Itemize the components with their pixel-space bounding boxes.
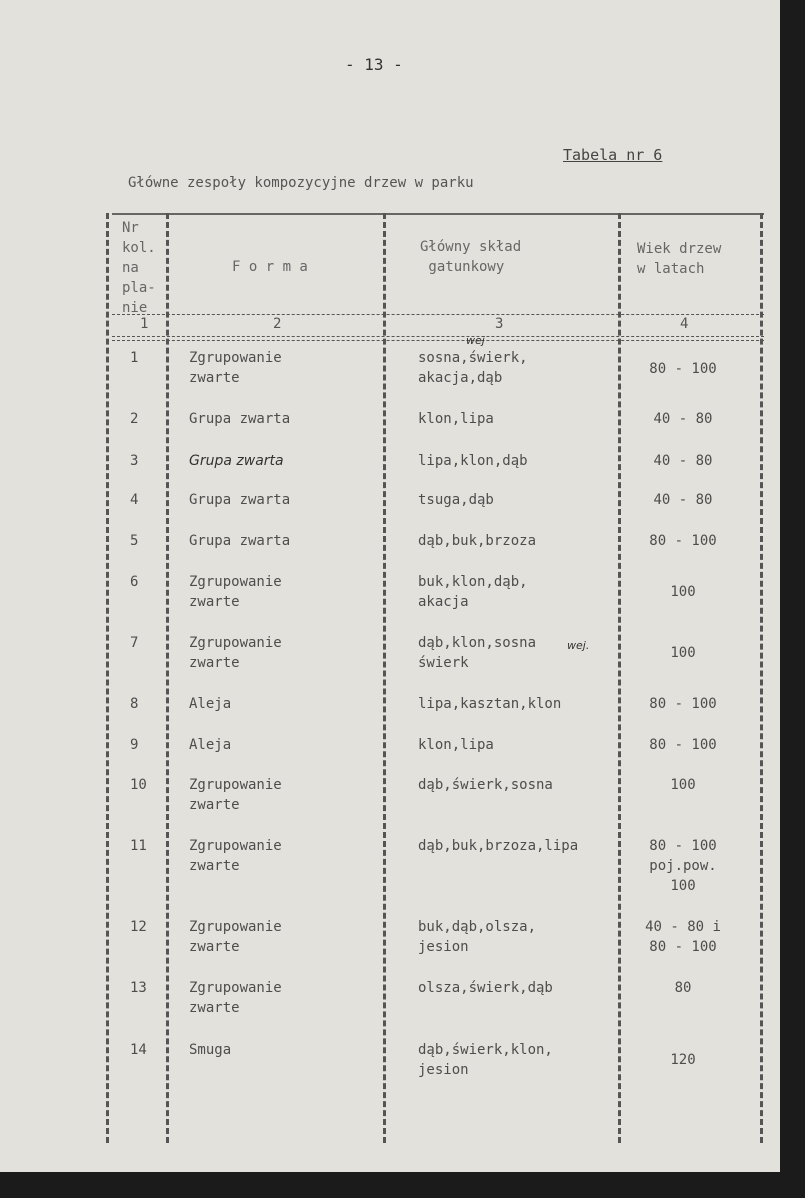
row-11-nr: 11: [130, 838, 147, 854]
row-8-nr: 8: [130, 696, 139, 712]
row-13-nr: 13: [130, 980, 147, 996]
row-2-wiek: 40 - 80: [653, 411, 713, 427]
row-9-nr: 9: [130, 737, 139, 753]
row-2-nr: 2: [130, 411, 139, 427]
row-10-nr: 10: [130, 777, 147, 793]
row-5-forma: Grupa zwarta: [189, 533, 291, 549]
row-6-nr: 6: [130, 574, 139, 590]
row-8-forma: Aleja: [189, 696, 232, 712]
row-5-nr: 5: [130, 533, 139, 549]
row-7-wiek: 100: [670, 645, 696, 661]
table-right-border: [760, 213, 763, 1143]
column-number-1: 1: [140, 316, 149, 332]
row-1-forma: Zgrupowanie zwarte: [189, 350, 282, 386]
row-7-forma: Zgrupowanie zwarte: [189, 635, 282, 671]
row-12-nr: 12: [130, 919, 147, 935]
column-divider-1: [166, 213, 169, 1143]
row-9-sklad: klon,lipa: [418, 737, 494, 753]
row-10-forma: Zgrupowanie zwarte: [189, 777, 282, 813]
row-2-forma: Grupa zwarta: [189, 411, 291, 427]
colnum-rule-2: [112, 340, 764, 341]
table-top-rule: [112, 213, 764, 215]
row-13-wiek: 80: [674, 980, 692, 996]
table-caption: Główne zespoły kompozycyjne drzew w parku: [128, 175, 474, 191]
header-nr: Nr kol. na pla- nie: [122, 220, 156, 316]
row-7-nr: 7: [130, 635, 139, 651]
row-1-nr: 1: [130, 350, 139, 366]
row-10-wiek: 100: [670, 777, 696, 793]
row-5-sklad: dąb,buk,brzoza: [418, 533, 537, 549]
column-divider-2: [383, 213, 386, 1143]
row-3-wiek: 40 - 80: [653, 453, 713, 469]
row-14-nr: 14: [130, 1042, 147, 1058]
row-11-forma: Zgrupowanie zwarte: [189, 838, 282, 874]
header-rule: [112, 314, 764, 315]
column-number-3: 3: [495, 316, 504, 332]
table-label: Tabela nr 6: [563, 146, 663, 164]
row-4-wiek: 40 - 80: [653, 492, 713, 508]
header-sklad: Główny skład gatunkowy: [420, 239, 522, 275]
row-9-forma: Aleja: [189, 737, 232, 753]
column-divider-3: [618, 213, 621, 1143]
row-13-forma: Zgrupowanie zwarte: [189, 980, 282, 1016]
row-1-wiek: 80 - 100: [649, 361, 717, 377]
row-5-wiek: 80 - 100: [649, 533, 717, 549]
row-7-sklad: dąb,klon,sosna świerk: [418, 635, 537, 671]
header-forma: F o r m a: [232, 259, 308, 275]
row-3-forma-handwritten: Grupa zwarta: [189, 453, 284, 469]
row-11-wiek: 80 - 100 poj.pow. 100: [649, 838, 717, 894]
column-number-2: 2: [273, 316, 282, 332]
header-wiek: Wiek drzew w latach: [637, 241, 722, 277]
row-14-wiek: 120: [670, 1052, 696, 1068]
row-2-sklad: klon,lipa: [418, 411, 494, 427]
row-12-sklad: buk,dąb,olsza, jesion: [418, 919, 537, 955]
row-14-forma: Smuga: [189, 1042, 232, 1058]
column-number-4: 4: [680, 316, 689, 332]
row-3-nr: 3: [130, 453, 139, 469]
row-9-wiek: 80 - 100: [649, 737, 717, 753]
row-10-sklad: dąb,świerk,sosna: [418, 777, 553, 793]
row-3-sklad: lipa,klon,dąb: [418, 453, 528, 469]
row-4-sklad: tsuga,dąb: [418, 492, 494, 508]
row-14-sklad: dąb,świerk,klon, jesion: [418, 1042, 553, 1078]
row-8-wiek: 80 - 100: [649, 696, 717, 712]
row-4-nr: 4: [130, 492, 139, 508]
row-12-wiek: 40 - 80 i 80 - 100: [645, 919, 721, 955]
page-number: - 13 -: [345, 55, 403, 74]
row-1-sklad: sosna,świerk, akacja,dąb: [418, 350, 528, 386]
handwritten-note-1: wej: [466, 334, 485, 347]
row-8-sklad: lipa,kasztan,klon: [418, 696, 562, 712]
row-6-wiek: 100: [670, 584, 696, 600]
colnum-rule-1: [112, 336, 764, 337]
row-6-forma: Zgrupowanie zwarte: [189, 574, 282, 610]
handwritten-note-2: wej.: [567, 639, 590, 652]
row-11-sklad: dąb,buk,brzoza,lipa: [418, 838, 579, 854]
row-13-sklad: olsza,świerk,dąb: [418, 980, 553, 996]
row-12-forma: Zgrupowanie zwarte: [189, 919, 282, 955]
row-6-sklad: buk,klon,dąb, akacja: [418, 574, 528, 610]
row-4-forma: Grupa zwarta: [189, 492, 291, 508]
table-left-border: [106, 213, 109, 1143]
